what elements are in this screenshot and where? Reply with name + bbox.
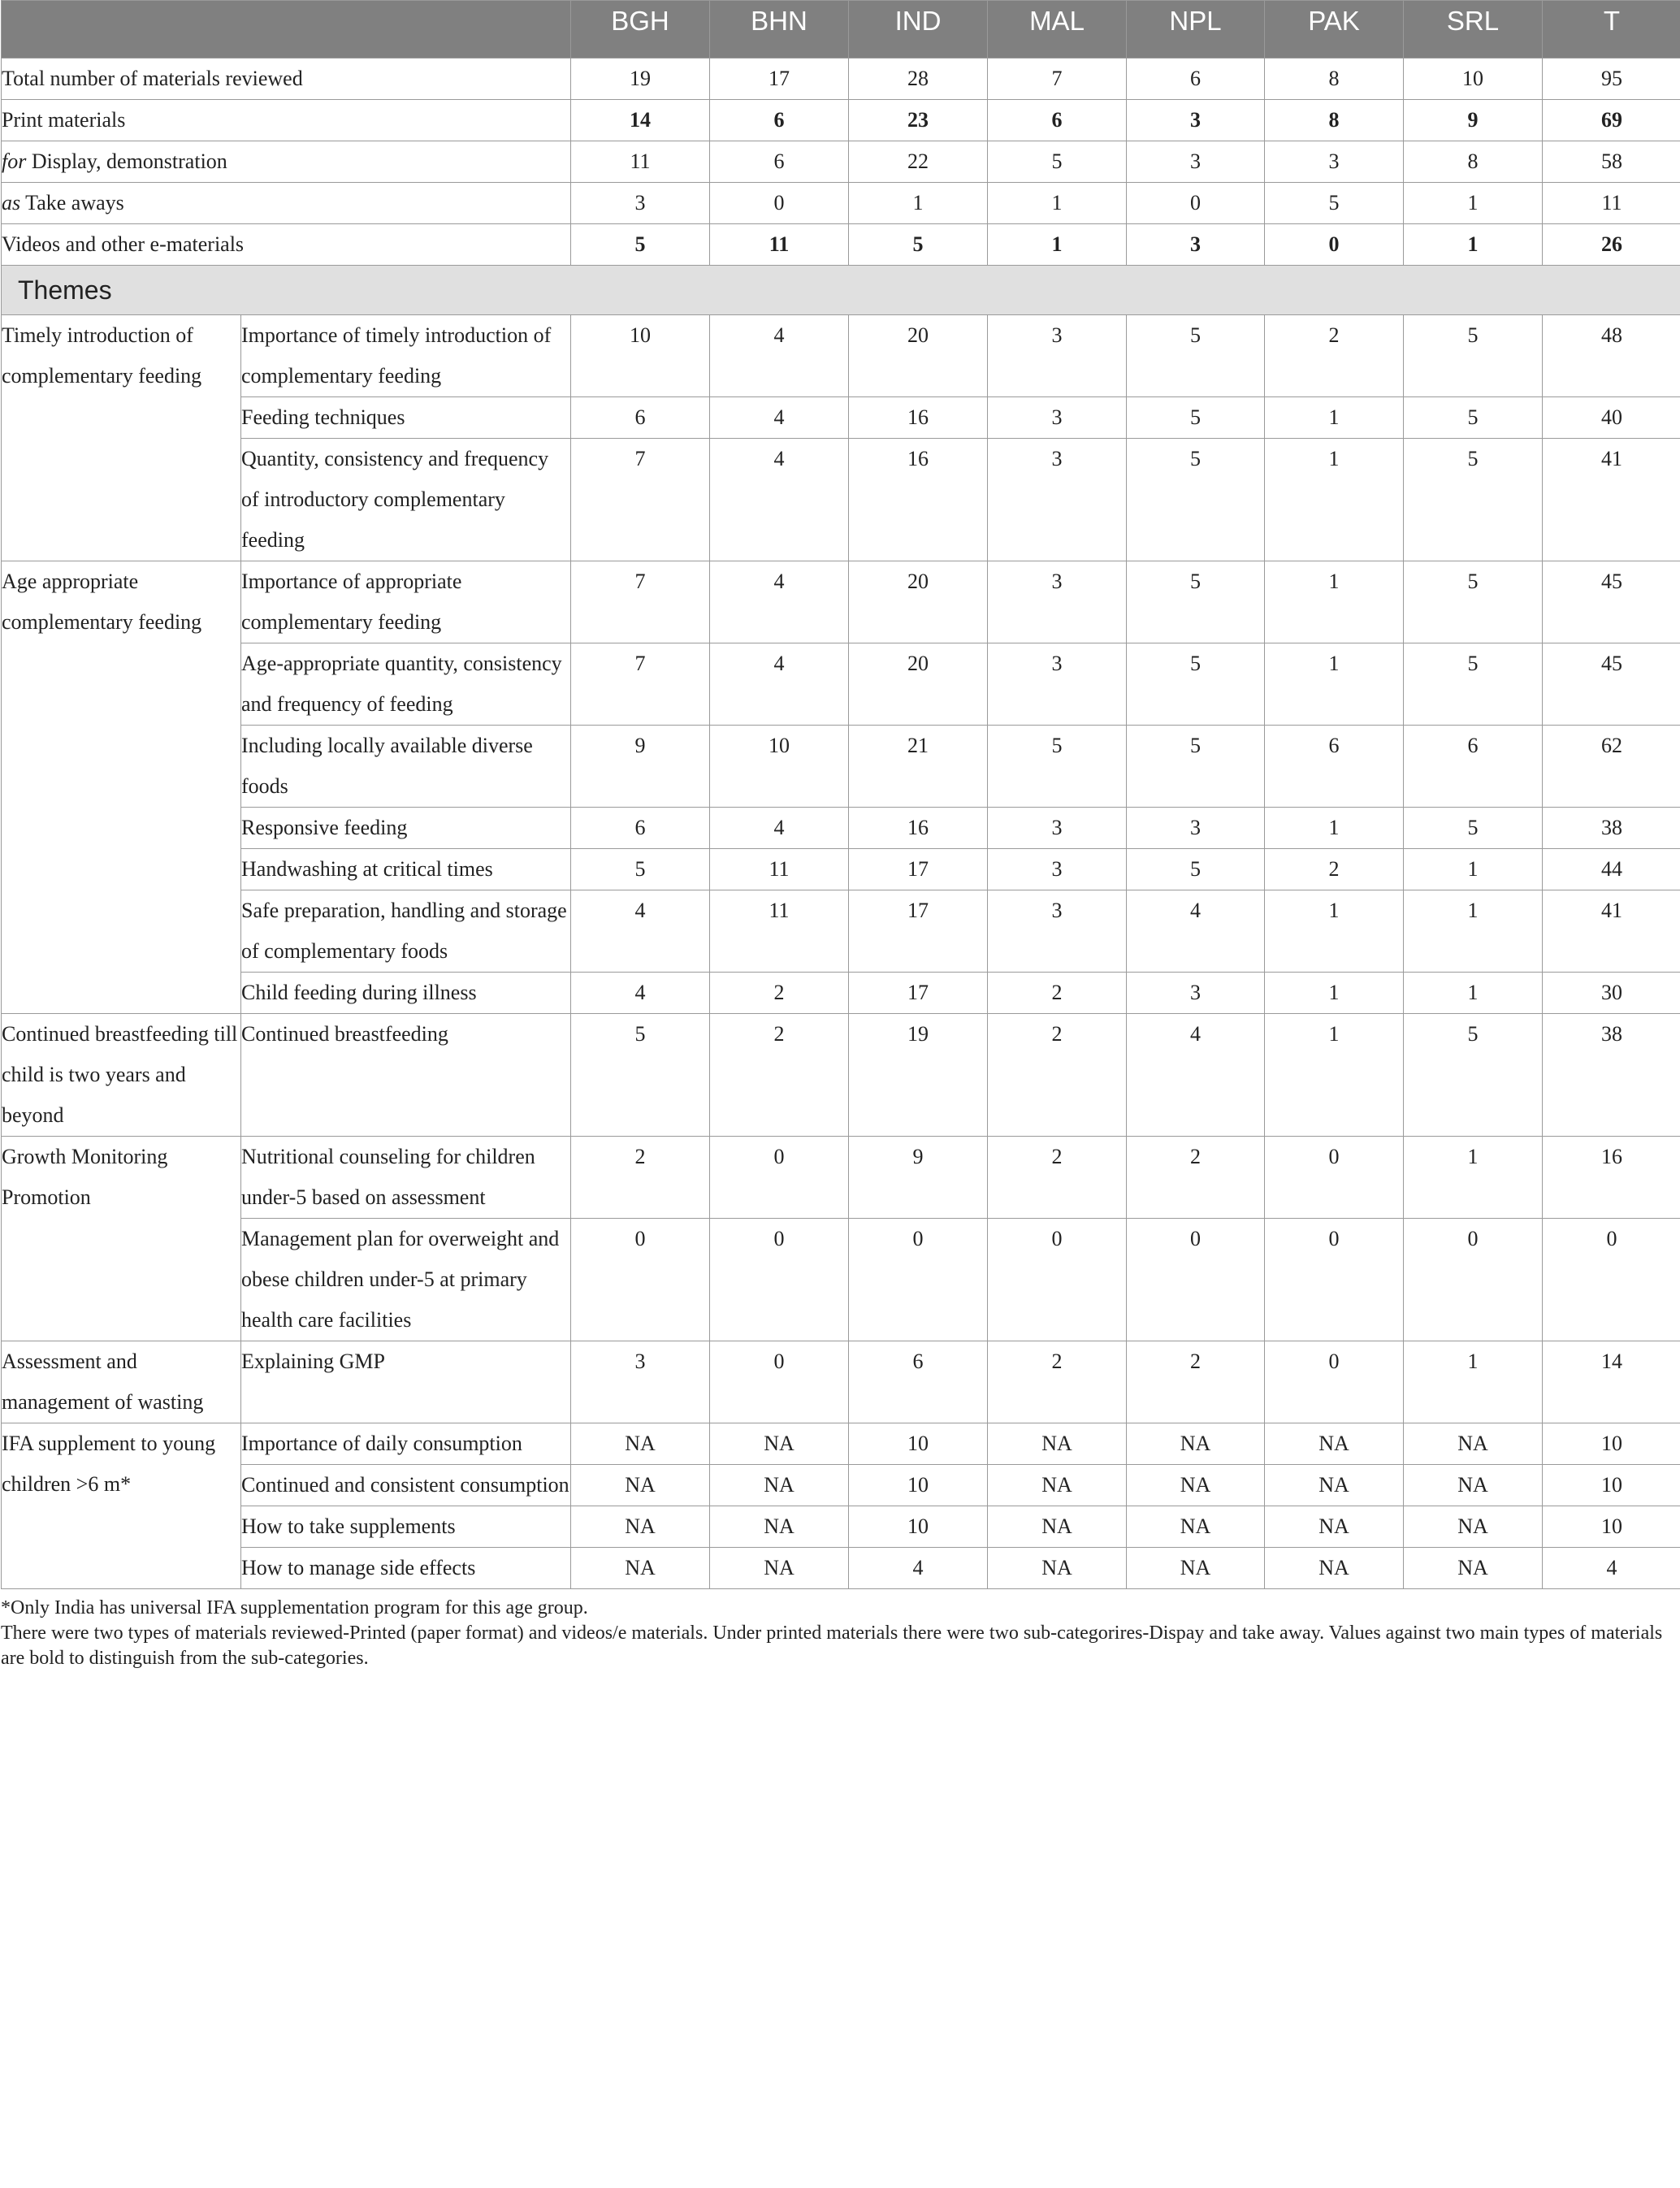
subtheme-label: Safe preparation, handling and storage of complementary foods bbox=[241, 890, 571, 973]
value-cell: 1 bbox=[1265, 397, 1404, 439]
value-cell: 10 bbox=[849, 1465, 988, 1506]
value-cell: 19 bbox=[571, 58, 710, 100]
value-cell: 1 bbox=[1265, 973, 1404, 1014]
value-cell: 1 bbox=[1265, 1014, 1404, 1137]
value-cell: 58 bbox=[1543, 141, 1680, 183]
value-cell: 5 bbox=[1127, 726, 1265, 808]
row-label bbox=[2, 100, 571, 141]
value-cell: 2 bbox=[988, 973, 1127, 1014]
value-cell: 44 bbox=[1543, 849, 1680, 890]
value-cell: 23 bbox=[849, 100, 988, 141]
theme-row bbox=[2, 1219, 1680, 1341]
theme-row bbox=[2, 1506, 1680, 1548]
value-cell: 16 bbox=[849, 397, 988, 439]
value-cell: 69 bbox=[1543, 100, 1680, 141]
value-cell: 5 bbox=[571, 1014, 710, 1137]
value-cell: 40 bbox=[1543, 397, 1680, 439]
row-label-text: Print materials bbox=[2, 108, 126, 132]
summary-row bbox=[2, 100, 1680, 141]
value-cell: NA bbox=[1265, 1423, 1404, 1465]
theme-row bbox=[2, 439, 1680, 561]
value-cell: 3 bbox=[988, 643, 1127, 726]
value-cell: 17 bbox=[849, 973, 988, 1014]
value-cell: 0 bbox=[710, 1219, 849, 1341]
value-cell: 5 bbox=[1404, 439, 1543, 561]
value-cell: NA bbox=[1127, 1423, 1265, 1465]
summary-row bbox=[2, 141, 1680, 183]
value-cell: 2 bbox=[1127, 1137, 1265, 1219]
header-corner bbox=[2, 1, 571, 58]
value-cell: 1 bbox=[1265, 808, 1404, 849]
value-cell: NA bbox=[1404, 1506, 1543, 1548]
row-label bbox=[2, 224, 571, 266]
value-cell: NA bbox=[1127, 1548, 1265, 1589]
value-cell: NA bbox=[988, 1423, 1127, 1465]
value-cell: 48 bbox=[1543, 315, 1680, 397]
value-cell: 3 bbox=[988, 849, 1127, 890]
value-cell: 1 bbox=[1404, 890, 1543, 973]
value-cell: 1 bbox=[1404, 973, 1543, 1014]
value-cell: 0 bbox=[1127, 1219, 1265, 1341]
value-cell: 10 bbox=[571, 315, 710, 397]
value-cell: 3 bbox=[988, 890, 1127, 973]
value-cell: 3 bbox=[988, 561, 1127, 643]
value-cell: 1 bbox=[988, 224, 1127, 266]
value-cell: 1 bbox=[1404, 1137, 1543, 1219]
value-cell: 2 bbox=[1265, 315, 1404, 397]
value-cell: 1 bbox=[1265, 890, 1404, 973]
value-cell: 5 bbox=[849, 224, 988, 266]
materials-table bbox=[1, 0, 1680, 1589]
theme-row bbox=[2, 1548, 1680, 1589]
value-cell: 5 bbox=[571, 224, 710, 266]
value-cell: 17 bbox=[710, 58, 849, 100]
value-cell: 7 bbox=[571, 439, 710, 561]
subtheme-label: Importance of timely introduction of complementary feeding bbox=[241, 315, 571, 397]
value-cell: 4 bbox=[849, 1548, 988, 1589]
value-cell: 0 bbox=[710, 1341, 849, 1423]
header-npl: NPL bbox=[1127, 1, 1265, 58]
value-cell: 2 bbox=[710, 1014, 849, 1137]
theme-name: Continued breastfeeding till child is two years and beyond bbox=[2, 1014, 241, 1137]
header-pak: PAK bbox=[1265, 1, 1404, 58]
value-cell: 7 bbox=[571, 561, 710, 643]
value-cell: 4 bbox=[1127, 1014, 1265, 1137]
value-cell: 2 bbox=[988, 1137, 1127, 1219]
value-cell: 38 bbox=[1543, 808, 1680, 849]
value-cell: 2 bbox=[1127, 1341, 1265, 1423]
header-row bbox=[2, 1, 1680, 58]
value-cell: 3 bbox=[1127, 808, 1265, 849]
subtheme-label: Importance of daily consumption bbox=[241, 1423, 571, 1465]
value-cell: 5 bbox=[1404, 315, 1543, 397]
theme-name: Assessment and management of wasting bbox=[2, 1341, 241, 1423]
value-cell: 3 bbox=[988, 439, 1127, 561]
theme-row bbox=[2, 1137, 1680, 1219]
value-cell: 4 bbox=[710, 561, 849, 643]
value-cell: 4 bbox=[710, 643, 849, 726]
value-cell: 1 bbox=[1404, 1341, 1543, 1423]
value-cell: 16 bbox=[849, 439, 988, 561]
table-footnotes bbox=[0, 1589, 1674, 1671]
subtheme-label: Including locally available diverse foods bbox=[241, 726, 571, 808]
theme-row bbox=[2, 561, 1680, 643]
value-cell: 1 bbox=[849, 183, 988, 224]
header-total: T bbox=[1543, 1, 1680, 58]
value-cell: 3 bbox=[988, 397, 1127, 439]
value-cell: 4 bbox=[571, 973, 710, 1014]
footnote-material-types: There were two types of materials reviewed-Printed (paper format) and videos/e materials. Under printed materials there were two sub-categorires-Dispay and take away. Values against two main types of materials are bold to distinguish from the sub-categories. bbox=[1, 1623, 1663, 1669]
value-cell: 5 bbox=[1404, 561, 1543, 643]
value-cell: NA bbox=[988, 1506, 1127, 1548]
value-cell: 2 bbox=[710, 973, 849, 1014]
row-label-text: Total number of materials reviewed bbox=[2, 67, 303, 90]
value-cell: 0 bbox=[1265, 1341, 1404, 1423]
theme-row bbox=[2, 808, 1680, 849]
value-cell: 14 bbox=[571, 100, 710, 141]
value-cell: 22 bbox=[849, 141, 988, 183]
value-cell: 1 bbox=[1404, 224, 1543, 266]
row-label bbox=[2, 141, 571, 183]
subtheme-label: Responsive feeding bbox=[241, 808, 571, 849]
value-cell: 11 bbox=[710, 890, 849, 973]
subtheme-label: Continued and consistent consumption bbox=[241, 1465, 571, 1506]
value-cell: 45 bbox=[1543, 561, 1680, 643]
value-cell: 10 bbox=[710, 726, 849, 808]
value-cell: NA bbox=[1265, 1465, 1404, 1506]
theme-row bbox=[2, 1465, 1680, 1506]
value-cell: 3 bbox=[1127, 141, 1265, 183]
value-cell: NA bbox=[710, 1423, 849, 1465]
theme-row bbox=[2, 890, 1680, 973]
value-cell: 10 bbox=[849, 1506, 988, 1548]
header-ind: IND bbox=[849, 1, 988, 58]
value-cell: 9 bbox=[849, 1137, 988, 1219]
theme-row bbox=[2, 643, 1680, 726]
value-cell: 1 bbox=[1404, 849, 1543, 890]
header-srl: SRL bbox=[1404, 1, 1543, 58]
value-cell: 4 bbox=[1127, 890, 1265, 973]
value-cell: 20 bbox=[849, 561, 988, 643]
row-label-text: Videos and other e-materials bbox=[2, 232, 245, 256]
value-cell: 6 bbox=[849, 1341, 988, 1423]
value-cell: 11 bbox=[571, 141, 710, 183]
value-cell: 3 bbox=[988, 808, 1127, 849]
subtheme-label: Importance of appropriate complementary feeding bbox=[241, 561, 571, 643]
theme-row bbox=[2, 1423, 1680, 1465]
value-cell: 4 bbox=[710, 808, 849, 849]
value-cell: 1 bbox=[1265, 643, 1404, 726]
value-cell: 8 bbox=[1404, 141, 1543, 183]
value-cell: 0 bbox=[1543, 1219, 1680, 1341]
value-cell: 41 bbox=[1543, 439, 1680, 561]
value-cell: 17 bbox=[849, 890, 988, 973]
value-cell: 16 bbox=[849, 808, 988, 849]
value-cell: 1 bbox=[988, 183, 1127, 224]
header-bhn: BHN bbox=[710, 1, 849, 58]
value-cell: 4 bbox=[710, 315, 849, 397]
value-cell: 4 bbox=[710, 439, 849, 561]
value-cell: 5 bbox=[1127, 315, 1265, 397]
value-cell: 6 bbox=[1127, 58, 1265, 100]
value-cell: 6 bbox=[710, 100, 849, 141]
summary-row bbox=[2, 183, 1680, 224]
value-cell: 7 bbox=[571, 643, 710, 726]
subtheme-label: Child feeding during illness bbox=[241, 973, 571, 1014]
value-cell: 5 bbox=[1404, 643, 1543, 726]
subtheme-label: Nutritional counseling for children under-5 based on assessment bbox=[241, 1137, 571, 1219]
row-label bbox=[2, 58, 571, 100]
subtheme-label: How to take supplements bbox=[241, 1506, 571, 1548]
value-cell: NA bbox=[988, 1465, 1127, 1506]
value-cell: 3 bbox=[1265, 141, 1404, 183]
value-cell: 0 bbox=[571, 1219, 710, 1341]
value-cell: 5 bbox=[1127, 849, 1265, 890]
value-cell: 5 bbox=[1265, 183, 1404, 224]
value-cell: 38 bbox=[1543, 1014, 1680, 1137]
subtheme-label: Management plan for overweight and obese children under-5 at primary health care facilities bbox=[241, 1219, 571, 1341]
value-cell: 5 bbox=[1127, 439, 1265, 561]
value-cell: NA bbox=[571, 1423, 710, 1465]
value-cell: 3 bbox=[988, 315, 1127, 397]
theme-row bbox=[2, 849, 1680, 890]
header-mal: MAL bbox=[988, 1, 1127, 58]
value-cell: 7 bbox=[988, 58, 1127, 100]
value-cell: 0 bbox=[1265, 1219, 1404, 1341]
value-cell: 5 bbox=[988, 726, 1127, 808]
value-cell: 6 bbox=[571, 808, 710, 849]
value-cell: 9 bbox=[571, 726, 710, 808]
value-cell: 1 bbox=[1265, 439, 1404, 561]
value-cell: 0 bbox=[710, 1137, 849, 1219]
value-cell: 0 bbox=[849, 1219, 988, 1341]
value-cell: 0 bbox=[1265, 1137, 1404, 1219]
value-cell: 10 bbox=[849, 1423, 988, 1465]
value-cell: NA bbox=[1265, 1548, 1404, 1589]
summary-row bbox=[2, 224, 1680, 266]
value-cell: 4 bbox=[710, 397, 849, 439]
value-cell: 5 bbox=[1404, 397, 1543, 439]
value-cell: 16 bbox=[1543, 1137, 1680, 1219]
value-cell: 1 bbox=[1265, 561, 1404, 643]
value-cell: 3 bbox=[571, 1341, 710, 1423]
value-cell: 2 bbox=[571, 1137, 710, 1219]
header-bgh: BGH bbox=[571, 1, 710, 58]
theme-row bbox=[2, 973, 1680, 1014]
value-cell: 5 bbox=[571, 849, 710, 890]
value-cell: 0 bbox=[988, 1219, 1127, 1341]
theme-row bbox=[2, 1014, 1680, 1137]
row-label-text: Take aways bbox=[20, 191, 124, 214]
value-cell: 10 bbox=[1404, 58, 1543, 100]
value-cell: 20 bbox=[849, 643, 988, 726]
value-cell: 4 bbox=[1543, 1548, 1680, 1589]
value-cell: NA bbox=[1404, 1548, 1543, 1589]
value-cell: 62 bbox=[1543, 726, 1680, 808]
value-cell: 8 bbox=[1265, 100, 1404, 141]
value-cell: 2 bbox=[988, 1014, 1127, 1137]
theme-row bbox=[2, 726, 1680, 808]
value-cell: 0 bbox=[1265, 224, 1404, 266]
value-cell: NA bbox=[1127, 1506, 1265, 1548]
value-cell: 21 bbox=[849, 726, 988, 808]
subtheme-label: Handwashing at critical times bbox=[241, 849, 571, 890]
value-cell: 26 bbox=[1543, 224, 1680, 266]
subtheme-label: Explaining GMP bbox=[241, 1341, 571, 1423]
value-cell: 20 bbox=[849, 315, 988, 397]
value-cell: NA bbox=[710, 1548, 849, 1589]
value-cell: 5 bbox=[1127, 561, 1265, 643]
value-cell: NA bbox=[1127, 1465, 1265, 1506]
value-cell: NA bbox=[1265, 1506, 1404, 1548]
value-cell: NA bbox=[710, 1506, 849, 1548]
footnote-ifa: *Only India has universal IFA supplementation program for this age group. bbox=[1, 1597, 588, 1618]
value-cell: 3 bbox=[571, 183, 710, 224]
value-cell: NA bbox=[988, 1548, 1127, 1589]
value-cell: 14 bbox=[1543, 1341, 1680, 1423]
value-cell: 8 bbox=[1265, 58, 1404, 100]
value-cell: 6 bbox=[1265, 726, 1404, 808]
theme-name: Age appropriate complementary feeding bbox=[2, 561, 241, 1014]
value-cell: 0 bbox=[710, 183, 849, 224]
value-cell: 41 bbox=[1543, 890, 1680, 973]
themes-section-row bbox=[2, 266, 1680, 315]
value-cell: 19 bbox=[849, 1014, 988, 1137]
value-cell: NA bbox=[1404, 1465, 1543, 1506]
value-cell: 45 bbox=[1543, 643, 1680, 726]
value-cell: NA bbox=[1404, 1423, 1543, 1465]
subtheme-label: Continued breastfeeding bbox=[241, 1014, 571, 1137]
value-cell: 10 bbox=[1543, 1506, 1680, 1548]
row-label bbox=[2, 183, 571, 224]
theme-name: Growth Monitoring Promotion bbox=[2, 1137, 241, 1341]
themes-heading: Themes bbox=[2, 266, 1680, 315]
value-cell: 30 bbox=[1543, 973, 1680, 1014]
row-label-prefix: for bbox=[2, 149, 27, 173]
value-cell: 5 bbox=[988, 141, 1127, 183]
subtheme-label: Quantity, consistency and frequency of introductory complementary feeding bbox=[241, 439, 571, 561]
value-cell: 28 bbox=[849, 58, 988, 100]
row-label-text: Display, demonstration bbox=[26, 149, 227, 173]
value-cell: 2 bbox=[1265, 849, 1404, 890]
theme-name: Timely introduction of complementary feeding bbox=[2, 315, 241, 561]
value-cell: 11 bbox=[1543, 183, 1680, 224]
value-cell: 3 bbox=[1127, 973, 1265, 1014]
value-cell: 5 bbox=[1404, 808, 1543, 849]
value-cell: 4 bbox=[571, 890, 710, 973]
value-cell: 6 bbox=[710, 141, 849, 183]
summary-row bbox=[2, 58, 1680, 100]
value-cell: 5 bbox=[1127, 397, 1265, 439]
value-cell: 95 bbox=[1543, 58, 1680, 100]
value-cell: 5 bbox=[1404, 1014, 1543, 1137]
value-cell: NA bbox=[571, 1548, 710, 1589]
value-cell: 9 bbox=[1404, 100, 1543, 141]
value-cell: 10 bbox=[1543, 1423, 1680, 1465]
value-cell: NA bbox=[571, 1465, 710, 1506]
value-cell: 6 bbox=[988, 100, 1127, 141]
value-cell: 10 bbox=[1543, 1465, 1680, 1506]
value-cell: 11 bbox=[710, 849, 849, 890]
value-cell: 5 bbox=[1127, 643, 1265, 726]
value-cell: 3 bbox=[1127, 100, 1265, 141]
value-cell: 3 bbox=[1127, 224, 1265, 266]
value-cell: 6 bbox=[571, 397, 710, 439]
row-label-prefix: as bbox=[2, 191, 21, 214]
value-cell: 11 bbox=[710, 224, 849, 266]
value-cell: 0 bbox=[1404, 1219, 1543, 1341]
value-cell: 17 bbox=[849, 849, 988, 890]
theme-row bbox=[2, 315, 1680, 397]
value-cell: NA bbox=[710, 1465, 849, 1506]
value-cell: 6 bbox=[1404, 726, 1543, 808]
subtheme-label: Age-appropriate quantity, consistency and frequency of feeding bbox=[241, 643, 571, 726]
theme-row bbox=[2, 397, 1680, 439]
value-cell: NA bbox=[571, 1506, 710, 1548]
theme-name: IFA supplement to young children >6 m* bbox=[2, 1423, 241, 1589]
value-cell: 2 bbox=[988, 1341, 1127, 1423]
subtheme-label: Feeding techniques bbox=[241, 397, 571, 439]
subtheme-label: How to manage side effects bbox=[241, 1548, 571, 1589]
value-cell: 1 bbox=[1404, 183, 1543, 224]
value-cell: 0 bbox=[1127, 183, 1265, 224]
theme-row bbox=[2, 1341, 1680, 1423]
